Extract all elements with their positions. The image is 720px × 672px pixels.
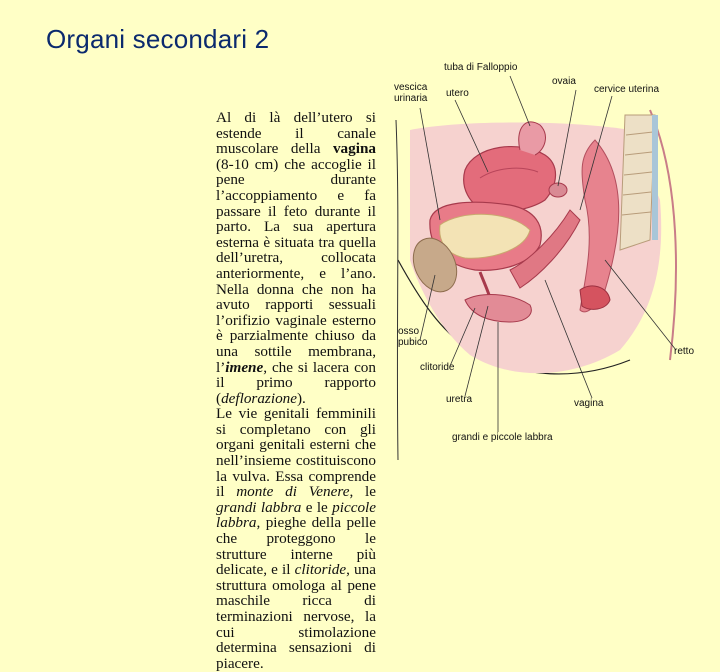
label-vescica: vescica urinaria (394, 82, 428, 104)
body-text (216, 110, 376, 671)
text-run: Al di là dell’utero si estende il canale muscolare della (216, 109, 376, 158)
anatomy-illustration (380, 60, 720, 480)
text-run: , una struttura omologa al pene maschile ricca di terminazioni nervose, la cui stimolazione determina sensazioni di piacere. (216, 561, 376, 672)
spine (620, 115, 658, 250)
slide-title: Organi secondari 2 (46, 24, 270, 54)
term-clitoride: clitoride (294, 561, 347, 579)
label-ovaia: ovaia (552, 76, 576, 87)
label-labbra: grandi e piccole labbra (452, 432, 553, 443)
anatomy-figure (380, 60, 720, 480)
term-piccole-labbra: piccole labbra (216, 498, 377, 532)
text-run: Le vie genitali femminili si completano con gli organi genitali esterni che nell’insieme costituiscono la vulva. Essa comprende il (216, 405, 376, 501)
label-retto: retto (674, 346, 695, 357)
label-cervice: cervice uterina (594, 84, 660, 95)
term-monte-di-venere: monte di Venere (236, 483, 350, 501)
text-run: , le (349, 483, 376, 501)
label-uretra: uretra (446, 394, 473, 405)
text-run: , che si lacera con il primo rapporto ( (216, 358, 376, 407)
label-clitoride: clitoride (420, 362, 455, 373)
text-run: (8-10 cm) che accoglie il pene durante l’accoppiamento e fa passare il feto durante il parto. La sua apertura esterna è situata tra quella dell’uretra, collocata anteriormente, e l’ano. Nella donna che non ha avuto rapporti sessuali l’orifizio vaginale esterno è parzialmente chiuso da una sottile membrana, l’ (216, 155, 376, 376)
label-vagina: vagina (574, 398, 604, 409)
text-run: e le (301, 498, 333, 516)
paragraph-vagina (216, 110, 376, 406)
paragraph-vulva (216, 406, 376, 671)
label-utero: utero (446, 88, 469, 99)
term-imene: imene (225, 358, 264, 376)
term-vagina: vagina (332, 140, 376, 158)
label-osso-pubico: osso pubico (398, 326, 428, 348)
text-run: , pieghe della pelle che proteggono le strutture interne più delicate, e il (216, 514, 376, 579)
label-tuba: tuba di Falloppio (444, 62, 518, 73)
text-run: ). (297, 389, 306, 407)
term-grandi-labbra: grandi labbra (216, 498, 302, 516)
term-deflorazione: deflorazione (221, 389, 297, 407)
